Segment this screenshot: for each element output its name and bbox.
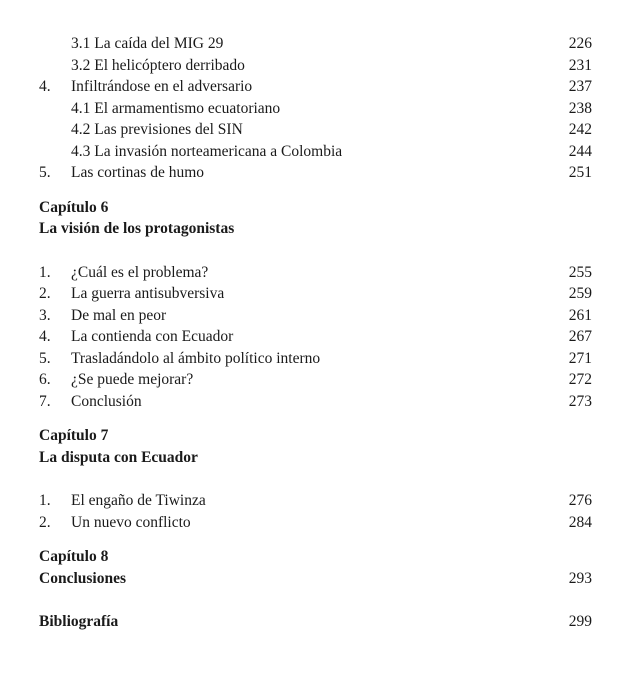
entry-page: 251 — [568, 164, 592, 181]
entry-page: 271 — [568, 349, 592, 367]
entry-title: De mal en peor — [71, 306, 167, 324]
chapter-6-label: Capítulo 6 — [39, 198, 109, 216]
entry-page: 242 — [568, 121, 592, 138]
entry-number: 6. — [39, 371, 51, 388]
entry-title: 4.3 La invasión norteamericana a Colombia — [71, 142, 343, 160]
entry-page: 276 — [568, 492, 592, 509]
entry-page: 244 — [568, 142, 592, 160]
entry-title: ¿Se puede mejorar? — [71, 371, 194, 388]
chapter-7-section — [39, 425, 592, 533]
entry-number: 1. — [39, 263, 51, 281]
entry-title: Trasladándolo al ámbito político interno — [71, 349, 321, 367]
chapter-8-section — [39, 546, 592, 589]
toc-entry-3-2 — [39, 55, 592, 77]
toc-entry-4 — [39, 76, 592, 98]
entry-number: 2. — [39, 285, 51, 302]
entry-title: Un nuevo conflicto — [71, 513, 191, 531]
entry-title: Infiltrándose en el adversario — [71, 78, 253, 95]
entry-title: El engaño de Tiwinza — [71, 492, 206, 509]
entry-number: 4. — [39, 328, 51, 345]
toc-entry-4-1 — [39, 98, 592, 120]
entry-page: 259 — [568, 285, 592, 302]
entry-page: 272 — [568, 371, 592, 388]
toc-entry — [39, 490, 592, 512]
chapter-8-label: Capítulo 8 — [39, 548, 109, 565]
table-of-contents — [39, 33, 592, 633]
toc-entry — [39, 391, 592, 413]
chapter-8-title: Conclusiones — [39, 569, 126, 587]
entry-page: 255 — [568, 263, 592, 281]
entry-title: ¿Cuál es el problema? — [71, 263, 209, 281]
toc-entry — [39, 326, 592, 348]
entry-title: Conclusión — [71, 392, 142, 410]
continuation-section — [39, 33, 592, 184]
entry-page: 226 — [568, 35, 592, 52]
entry-title: 4.1 El armamentismo ecuatoriano — [71, 99, 281, 117]
chapter-7-label: Capítulo 7 — [39, 427, 109, 444]
chapter-6-title: La visión de los protagonistas — [39, 220, 235, 237]
toc-entry-4-3 — [39, 141, 592, 163]
chapter-8-title-row — [39, 568, 592, 590]
entry-page: 231 — [568, 56, 592, 74]
chapter-7-title: La disputa con Ecuador — [39, 448, 198, 466]
entry-title: 3.2 El helicóptero derribado — [71, 56, 245, 74]
entry-number: 4. — [39, 78, 51, 95]
toc-entry — [39, 283, 592, 305]
entry-number: 3. — [39, 306, 51, 324]
toc-entry — [39, 512, 592, 534]
toc-entry — [39, 369, 592, 391]
entry-title: 4.2 Las previsiones del SIN — [71, 121, 243, 138]
entry-title: La contienda con Ecuador — [71, 328, 234, 345]
entry-page: 238 — [568, 99, 592, 117]
entry-title: Las cortinas de humo — [71, 164, 205, 181]
bibliography-title: Bibliografía — [39, 613, 119, 630]
entry-title: 3.1 La caída del MIG 29 — [71, 35, 224, 52]
chapter-8-page: 293 — [568, 569, 592, 587]
bibliography-page: 299 — [568, 613, 592, 630]
toc-entry-5 — [39, 162, 592, 184]
chapter-6-section — [39, 197, 592, 413]
toc-entry-3-1 — [39, 33, 592, 55]
entry-page: 267 — [568, 328, 592, 345]
entry-page: 284 — [568, 513, 592, 531]
toc-entry — [39, 348, 592, 370]
entry-number: 1. — [39, 492, 51, 509]
toc-entry — [39, 262, 592, 284]
entry-page: 237 — [568, 78, 592, 95]
entry-number: 7. — [39, 392, 51, 410]
entry-number: 5. — [39, 349, 51, 367]
toc-entry-4-2 — [39, 119, 592, 141]
entry-title: La guerra antisubversiva — [71, 285, 225, 302]
entry-number: 5. — [39, 164, 51, 181]
entry-number: 2. — [39, 513, 51, 531]
entry-page: 273 — [568, 392, 592, 410]
toc-entry — [39, 305, 592, 327]
entry-page: 261 — [568, 306, 592, 324]
bibliography-row — [39, 611, 592, 633]
